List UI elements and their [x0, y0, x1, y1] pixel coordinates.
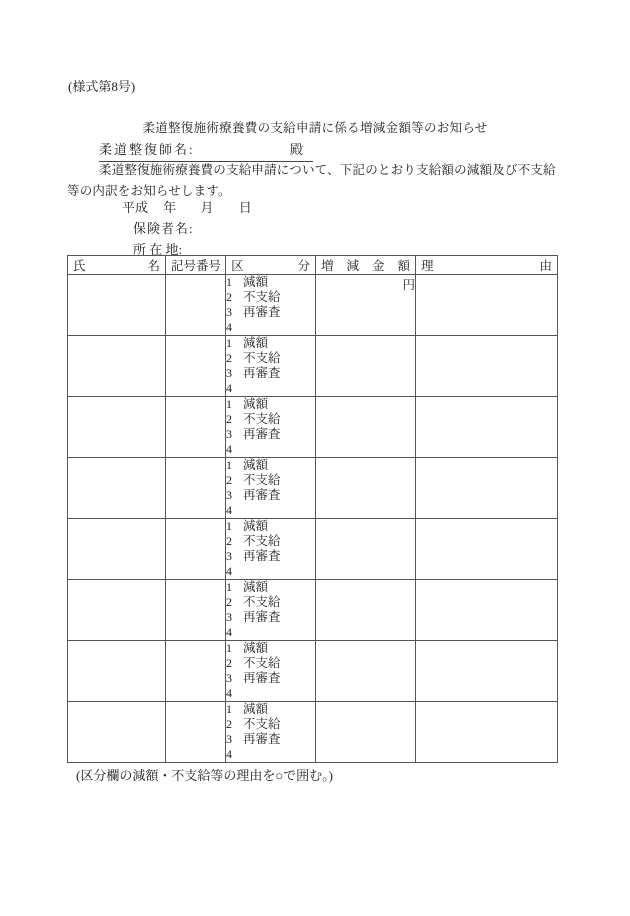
category-option — [226, 595, 315, 610]
amount-cell — [316, 519, 416, 580]
col-header-category-text: 区 分 — [231, 259, 310, 273]
category-cell — [226, 519, 316, 580]
category-option-number: 3 — [226, 427, 232, 441]
category-option-label: 再審査 — [243, 488, 281, 502]
category-option-number: 2 — [226, 351, 232, 365]
name-cell — [68, 580, 166, 641]
category-option-number: 4 — [226, 381, 232, 395]
category-option — [226, 473, 315, 488]
name-cell — [68, 458, 166, 519]
category-option-label: 不支給 — [243, 595, 281, 609]
category-option — [226, 458, 315, 473]
category-option-number: 4 — [226, 442, 232, 456]
category-option-number: 2 — [226, 595, 232, 609]
category-option-label: 減額 — [243, 702, 269, 716]
symbol-number-cell — [166, 519, 226, 580]
amount-cell — [316, 580, 416, 641]
notice-title: 柔道整復施術療養費の支給申請に係る増減金額等のお知らせ — [142, 121, 488, 135]
category-option-number: 2 — [226, 534, 232, 548]
category-option-number: 4 — [226, 503, 232, 517]
table-row — [68, 641, 558, 702]
category-option-number: 4 — [226, 625, 232, 639]
table-row — [68, 397, 558, 458]
category-cell — [226, 580, 316, 641]
name-cell — [68, 397, 166, 458]
category-option-number: 1 — [226, 397, 232, 411]
category-option — [226, 656, 315, 671]
category-option — [226, 275, 315, 290]
category-option-label: 不支給 — [243, 290, 281, 304]
category-option-label: 不支給 — [243, 534, 281, 548]
category-option-number: 1 — [226, 275, 232, 289]
col-header-name-text: 氏 名 — [73, 259, 160, 273]
category-option — [226, 747, 315, 762]
category-option-number: 4 — [226, 320, 232, 334]
col-header-reason — [416, 256, 558, 275]
category-option-number: 1 — [226, 641, 232, 655]
amount-cell — [316, 336, 416, 397]
category-option-number: 2 — [226, 473, 232, 487]
era-label: 平成 — [122, 200, 149, 215]
category-option — [226, 717, 315, 732]
table-header-row — [68, 256, 558, 275]
category-option-label: 再審査 — [243, 305, 281, 319]
reason-cell — [416, 397, 558, 458]
col-header-reason-text: 理 由 — [421, 259, 552, 273]
reason-cell — [416, 641, 558, 702]
month-label: 月 — [200, 200, 214, 215]
category-option-number: 4 — [226, 564, 232, 578]
category-option-number: 1 — [226, 519, 232, 533]
category-option — [226, 412, 315, 427]
amount-cell — [316, 397, 416, 458]
category-option — [226, 442, 315, 457]
category-option-label: 減額 — [243, 336, 269, 350]
category-option — [226, 534, 315, 549]
category-option — [226, 351, 315, 366]
category-option-number: 1 — [226, 336, 232, 350]
category-option-label: 不支給 — [243, 473, 281, 487]
name-cell — [68, 641, 166, 702]
category-option-number: 2 — [226, 290, 232, 304]
category-option — [226, 397, 315, 412]
category-option-number: 1 — [226, 458, 232, 472]
category-option — [226, 488, 315, 503]
insurer-name-label: 保険者名: — [133, 221, 194, 236]
insurer-address-label: 所 在 地: — [133, 242, 183, 257]
reason-cell — [416, 336, 558, 397]
col-header-symbol-number — [166, 256, 226, 275]
name-cell — [68, 702, 166, 763]
col-header-name — [68, 256, 166, 275]
name-cell — [68, 519, 166, 580]
notice-table — [67, 255, 558, 763]
category-option-label: 減額 — [243, 641, 269, 655]
category-option-label: 不支給 — [243, 351, 281, 365]
category-option-number: 3 — [226, 671, 232, 685]
category-option-label: 減額 — [243, 458, 269, 472]
category-option-number: 3 — [226, 549, 232, 563]
body-paragraph: 柔道整復施術療養費の支給申請について、下記のとおり支給額の減額及び不支給等の内訳をお知らせします。 — [67, 163, 556, 198]
amount-cell — [316, 275, 416, 336]
table-row — [68, 580, 558, 641]
category-option — [226, 366, 315, 381]
category-option-number: 3 — [226, 732, 232, 746]
amount-cell — [316, 641, 416, 702]
practitioner-honorific: 殿 — [289, 142, 303, 157]
category-option-number: 3 — [226, 610, 232, 624]
category-cell — [226, 397, 316, 458]
col-header-amount — [316, 256, 416, 275]
category-option — [226, 702, 315, 717]
category-option-label: 再審査 — [243, 427, 281, 441]
category-option — [226, 641, 315, 656]
category-cell — [226, 275, 316, 336]
symbol-number-cell — [166, 580, 226, 641]
category-option-label: 減額 — [243, 580, 269, 594]
date-line — [122, 197, 252, 216]
category-option — [226, 427, 315, 442]
amount-cell — [316, 702, 416, 763]
symbol-number-cell — [166, 702, 226, 763]
category-option-label: 減額 — [243, 519, 269, 533]
category-option — [226, 290, 315, 305]
category-option-number: 4 — [226, 747, 232, 761]
category-option — [226, 610, 315, 625]
day-label: 日 — [238, 200, 252, 215]
practitioner-name-label: 柔道整復師名: — [99, 142, 195, 157]
category-option-label: 不支給 — [243, 412, 281, 426]
category-option-label: 再審査 — [243, 366, 281, 380]
footer-note: (区分欄の減額・不支給等の理由を○で囲む。) — [76, 768, 334, 783]
category-option — [226, 519, 315, 534]
category-option-label: 減額 — [243, 275, 269, 289]
category-option-number: 2 — [226, 412, 232, 426]
table-row — [68, 702, 558, 763]
col-header-symbol-number-text: 記 号 番 号 — [171, 259, 222, 273]
reason-cell — [416, 580, 558, 641]
table-body — [68, 275, 558, 763]
category-option — [226, 336, 315, 351]
category-option-number: 3 — [226, 488, 232, 502]
category-option-label: 再審査 — [243, 610, 281, 624]
category-option-label: 再審査 — [243, 732, 281, 746]
category-option — [226, 580, 315, 595]
category-option — [226, 686, 315, 701]
category-cell — [226, 641, 316, 702]
category-option — [226, 625, 315, 640]
category-option-label: 再審査 — [243, 671, 281, 685]
table-row — [68, 275, 558, 336]
table-row — [68, 458, 558, 519]
name-cell — [68, 336, 166, 397]
col-header-amount-text: 増 減 金 額 — [321, 259, 410, 273]
category-cell — [226, 458, 316, 519]
table-row — [68, 336, 558, 397]
amount-cell — [316, 458, 416, 519]
category-option — [226, 732, 315, 747]
category-option-number: 2 — [226, 717, 232, 731]
form-number: (様式第8号) — [68, 79, 136, 94]
year-label: 年 — [163, 200, 177, 215]
name-cell — [68, 275, 166, 336]
symbol-number-cell — [166, 336, 226, 397]
category-option-number: 1 — [226, 580, 232, 594]
category-option-number: 3 — [226, 305, 232, 319]
category-option — [226, 503, 315, 518]
category-option — [226, 320, 315, 335]
category-option-number: 1 — [226, 702, 232, 716]
category-cell — [226, 336, 316, 397]
category-option — [226, 671, 315, 686]
reason-cell — [416, 519, 558, 580]
currency-unit: 円 — [402, 278, 415, 292]
category-option — [226, 305, 315, 320]
category-option — [226, 381, 315, 396]
symbol-number-cell — [166, 397, 226, 458]
category-option-number: 2 — [226, 656, 232, 670]
practitioner-name-line — [99, 139, 313, 162]
category-option-label: 不支給 — [243, 656, 281, 670]
col-header-category — [226, 256, 316, 275]
reason-cell — [416, 458, 558, 519]
reason-cell — [416, 275, 558, 336]
category-option-label: 再審査 — [243, 549, 281, 563]
category-option-label: 減額 — [243, 397, 269, 411]
symbol-number-cell — [166, 641, 226, 702]
category-cell — [226, 702, 316, 763]
category-option — [226, 564, 315, 579]
symbol-number-cell — [166, 458, 226, 519]
category-option-number: 4 — [226, 686, 232, 700]
table-row — [68, 519, 558, 580]
symbol-number-cell — [166, 275, 226, 336]
category-option — [226, 549, 315, 564]
reason-cell — [416, 702, 558, 763]
category-option-number: 3 — [226, 366, 232, 380]
category-option-label: 不支給 — [243, 717, 281, 731]
